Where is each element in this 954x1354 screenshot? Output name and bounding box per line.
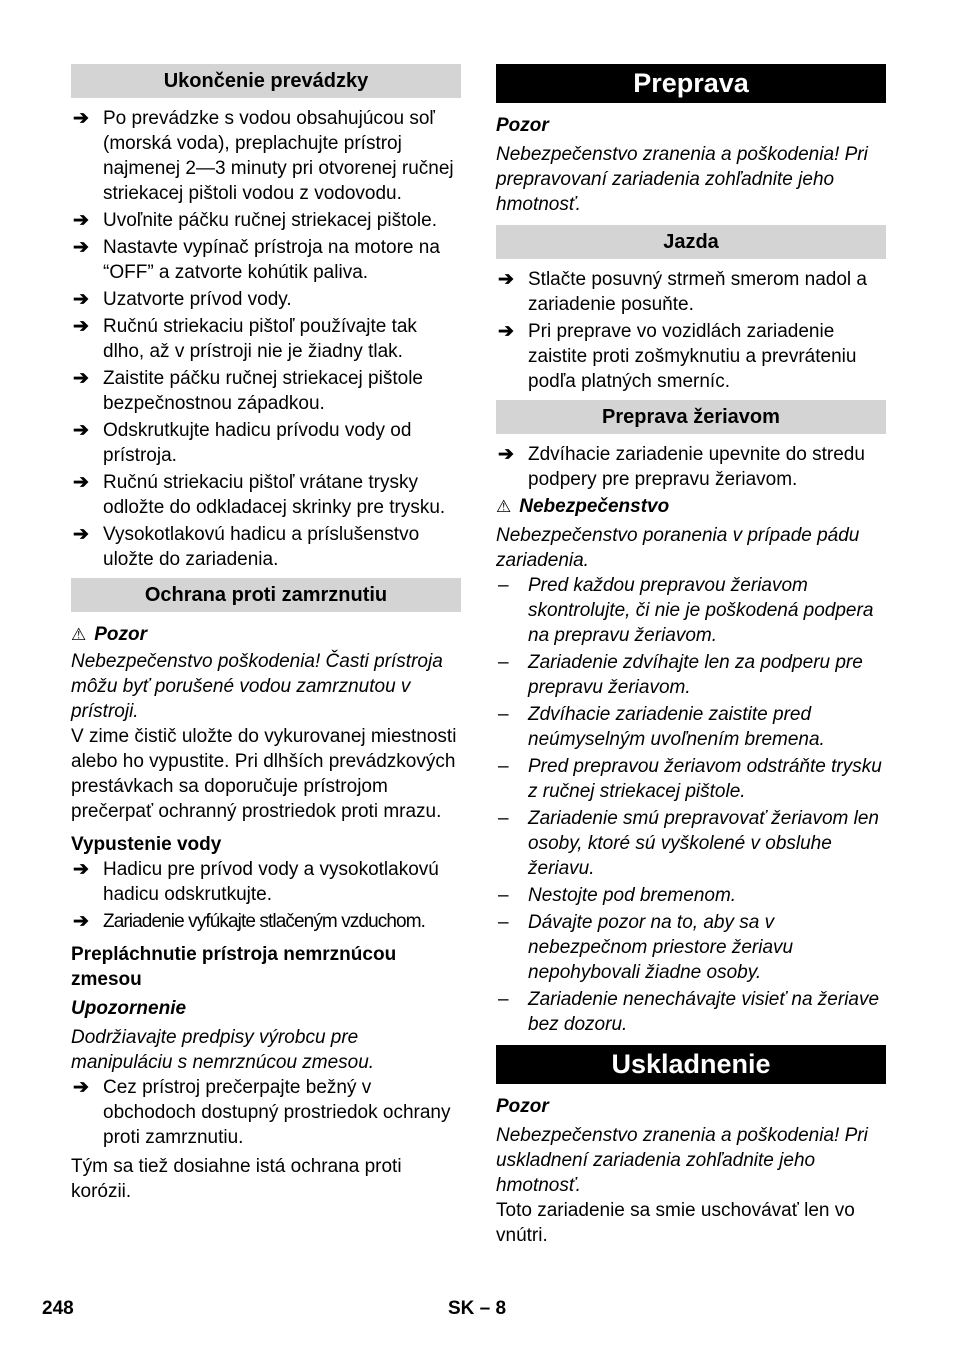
arrow-right-icon: ➔ xyxy=(73,1077,89,1098)
warning-triangle-icon: ⚠ xyxy=(496,497,512,516)
list-item: ➔ Uzatvorte prívod vody. xyxy=(73,289,292,310)
list-item: ➔ Uvoľnite páčku ručnej striekacej pištole. xyxy=(73,210,437,231)
arrow-right-icon: ➔ xyxy=(498,321,514,342)
left-column xyxy=(71,64,461,1204)
arrow-right-icon: ➔ xyxy=(73,524,89,545)
warning-text: Nebezpečenstvo zranenia a poškodenia! Pri prepravovaní zariadenia zohľadnite jeho hmotnosť. xyxy=(496,144,868,215)
arrow-right-icon: ➔ xyxy=(73,237,89,258)
arrow-right-icon: ➔ xyxy=(498,269,514,290)
list-item: ➔ Nastavte vypínač prístroja na motore na “OFF” a zatvorte kohútik paliva. xyxy=(73,237,440,283)
danger-text: Nebezpečenstvo poranenia v prípade pádu zariadenia. xyxy=(496,525,860,571)
list-item: ➔ Odskrutkujte hadicu prívodu vody od prístroja. xyxy=(73,420,412,466)
frost-text: V zime čistič uložte do vykurovanej miestnosti alebo ho vypustite. Pri dlhších prevádzkových prestávkach sa doporučuje prístrojom prečerpať ochranný prostriedok proti mrazu. xyxy=(71,726,457,822)
heading-storage: Uskladnenie xyxy=(496,1045,886,1084)
drain-steps-list xyxy=(71,857,461,934)
flush-steps-list xyxy=(71,1075,461,1150)
list-item: – Pred prepravou žeriavom odstráňte trysku z ručnej striekacej pištole. xyxy=(498,756,882,802)
drive-steps-list xyxy=(496,267,886,394)
list-item: ➔ Stlačte posuvný strmeň smerom nadol a zariadenie posuňte. xyxy=(498,269,867,315)
list-item: ➔ Zariadenie vyfúkajte stlačeným vzduchom. xyxy=(73,911,425,932)
warning-text: Nebezpečenstvo poškodenia! Časti prístroja môžu byť porušené vodou zamrznutou v prístroji. xyxy=(71,651,443,722)
heading-frost-protection: Ochrana proti zamrznutiu xyxy=(71,578,461,612)
note-title: Upozornenie xyxy=(71,998,187,1019)
arrow-right-icon: ➔ xyxy=(73,289,89,310)
list-item: ➔ Zaistite páčku ručnej striekacej pištole bezpečnostnou západkou. xyxy=(73,368,423,414)
warning-text: Nebezpečenstvo zranenia a poškodenia! Pri uskladnení zariadenia zohľadnite jeho hmotnosť. xyxy=(496,1125,868,1196)
warning-triangle-icon: ⚠ xyxy=(71,625,87,644)
arrow-right-icon: ➔ xyxy=(73,911,89,932)
list-item: ➔ Zdvíhacie zariadenie upevnite do stredu podpery pre prepravu žeriavom. xyxy=(498,444,865,490)
end-steps-list xyxy=(71,106,461,572)
heading-driving: Jazda xyxy=(496,225,886,259)
crane-rules-list xyxy=(496,573,886,1037)
arrow-right-icon: ➔ xyxy=(73,420,89,441)
note-text: Dodržiavajte predpisy výrobcu pre manipuláciu s nemrznúcou zmesou. xyxy=(71,1027,375,1073)
language-page-label: SK – 8 xyxy=(448,1298,507,1319)
arrow-right-icon: ➔ xyxy=(73,316,89,337)
heading-drain-water: Vypustenie vody xyxy=(71,834,222,855)
list-item: – Zariadenie smú prepravovať žeriavom len osoby, ktoré sú vyškolené v obsluhe žeriavu. xyxy=(498,808,879,879)
arrow-right-icon: ➔ xyxy=(73,210,89,231)
heading-transport: Preprava xyxy=(496,64,886,103)
list-item: – Dávajte pozor na to, aby sa v nebezpečnom priestore žeriavu nepohybovali žiadne osoby. xyxy=(498,912,794,983)
list-item: ➔ Hadicu pre prívod vody a vysokotlakovú hadicu odskrutkujte. xyxy=(73,859,439,905)
arrow-right-icon: ➔ xyxy=(73,108,89,129)
list-item: ➔ Ručnú striekaciu pištoľ vrátane trysky odložte do odkladacej skrinky pre trysku. xyxy=(73,472,446,518)
list-item: – Zariadenie zdvíhajte len za podperu pre prepravu žeriavom. xyxy=(498,652,863,698)
heading-end-operation: Ukončenie prevádzky xyxy=(71,64,461,98)
storage-text: Toto zariadenie sa smie uschovávať len vo vnútri. xyxy=(496,1200,855,1246)
heading-flush-antifreeze: Prepláchnutie prístroja nemrznúcou zmesou xyxy=(71,944,397,990)
arrow-right-icon: ➔ xyxy=(73,368,89,389)
list-item: ➔ Ručnú striekaciu pištoľ používajte tak dlho, až v prístroji nie je žiadny tlak. xyxy=(73,316,417,362)
warning-title: ⚠ Pozor xyxy=(71,624,148,645)
list-item: ➔ Vysokotlakovú hadicu a príslušenstvo uložte do zariadenia. xyxy=(73,524,420,570)
warning-title: Pozor xyxy=(496,115,549,136)
heading-crane-transport: Preprava žeriavom xyxy=(496,400,886,434)
arrow-right-icon: ➔ xyxy=(73,859,89,880)
warning-title: Pozor xyxy=(496,1096,549,1117)
flush-text: Tým sa tiež dosiahne istá ochrana proti korózii. xyxy=(71,1156,402,1202)
list-item: – Nestojte pod bremenom. xyxy=(498,885,737,906)
list-item: – Zdvíhacie zariadenie zaistite pred neúmyselným uvoľnením bremena. xyxy=(498,704,825,750)
arrow-right-icon: ➔ xyxy=(498,444,514,465)
list-item: ➔ Cez prístroj prečerpajte bežný v obchodoch dostupný prostriedok ochrany proti zamrznutiu. xyxy=(73,1077,451,1148)
arrow-right-icon: ➔ xyxy=(73,472,89,493)
page-number: 248 xyxy=(42,1298,74,1319)
danger-title: ⚠ Nebezpečenstvo xyxy=(496,496,670,517)
right-column xyxy=(496,64,886,1248)
list-item: – Pred každou prepravou žeriavom skontrolujte, či nie je poškodená podpera na prepravu žeriavom. xyxy=(498,575,874,646)
crane-steps-list xyxy=(496,442,886,492)
list-item: – Zariadenie nenechávajte visieť na žeriave bez dozoru. xyxy=(498,989,880,1035)
list-item: ➔ Pri preprave vo vozidlách zariadenie zaistite proti zošmyknutiu a prevráteniu podľa platných smerníc. xyxy=(498,321,857,392)
list-item: ➔ Po prevádzke s vodou obsahujúcou soľ (morská voda), preplachujte prístroj najmenej 2—3 minuty pri otvorenej ručnej striekacej pištoli vodou z vodovodu. xyxy=(73,108,454,204)
